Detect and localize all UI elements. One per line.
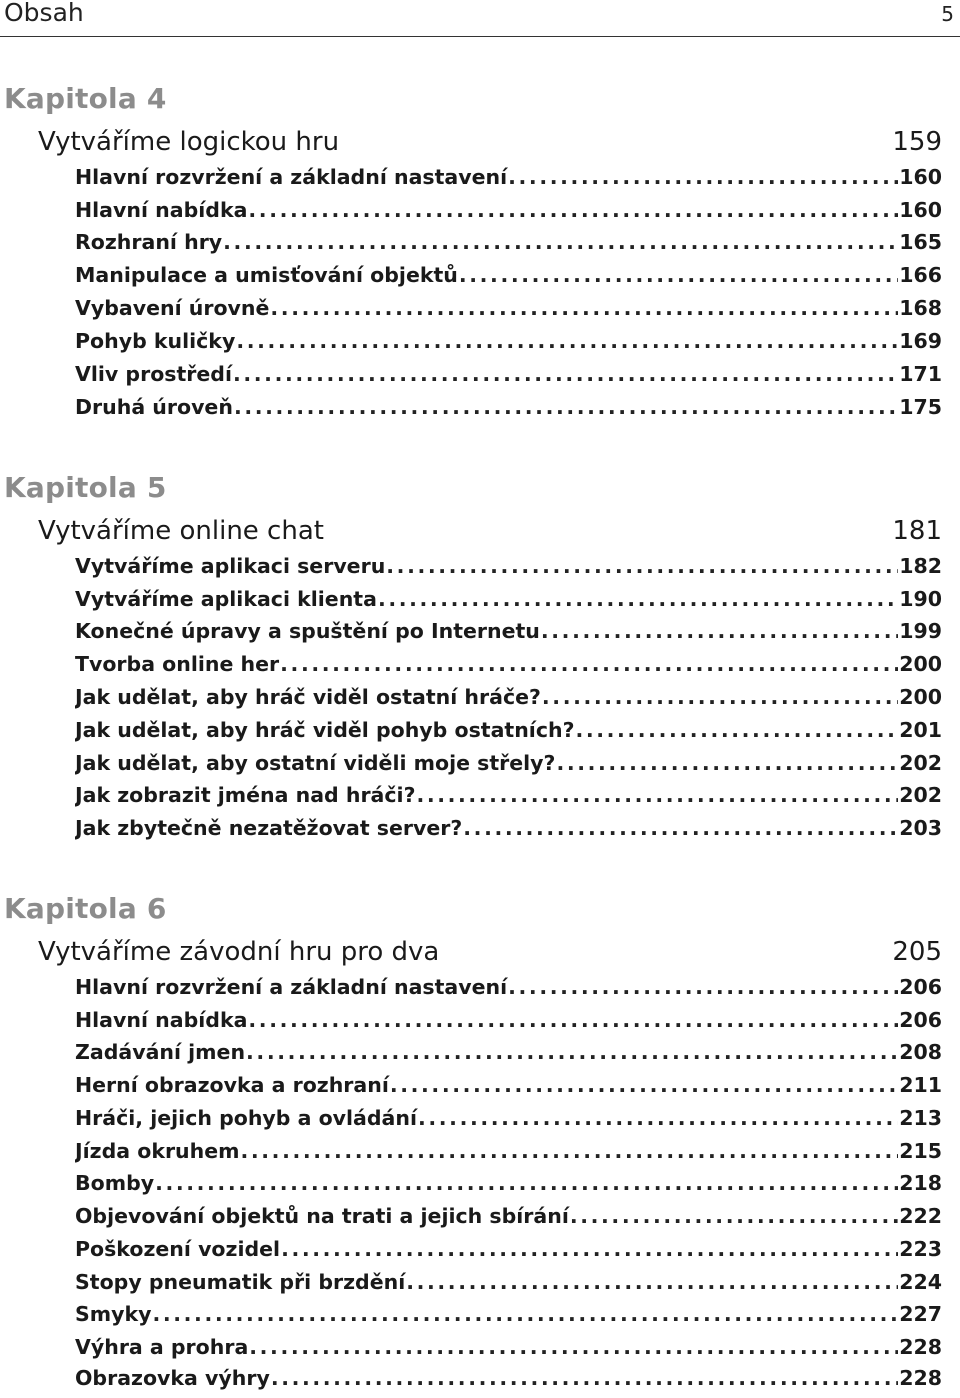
toc-entry-title: Poškození vozidel <box>75 1237 281 1261</box>
toc-entry-title: Jízda okruhem <box>75 1139 240 1163</box>
chapter-page: 205 <box>892 937 942 967</box>
toc-entry[interactable] <box>75 263 942 293</box>
chapter-title: Vytváříme online chat <box>38 516 324 546</box>
toc-leader-dots <box>241 1139 899 1163</box>
toc-entry[interactable] <box>75 1302 942 1332</box>
toc-entry-page: 202 <box>899 783 942 807</box>
toc-entry[interactable] <box>75 652 942 682</box>
toc-leader-dots <box>463 816 898 840</box>
toc-entry[interactable] <box>75 329 942 359</box>
toc-entry-page: 228 <box>899 1335 942 1359</box>
toc-entry-title: Hlavní rozvržení a základní nastavení <box>75 165 508 189</box>
toc-leader-dots <box>556 751 898 775</box>
toc-entry-title: Hlavní nabídka <box>75 1008 248 1032</box>
chapter-title-row[interactable] <box>38 937 942 971</box>
toc-entry-page: 211 <box>899 1073 942 1097</box>
toc-entry-title: Jak udělat, aby hráč viděl pohyb ostatních? <box>75 718 575 742</box>
toc-entry-page: 206 <box>899 975 942 999</box>
toc-leader-dots <box>234 395 898 419</box>
toc-leader-dots <box>153 1302 899 1326</box>
toc-leader-dots <box>508 975 898 999</box>
toc-entry[interactable] <box>75 395 942 425</box>
chapter-label: Kapitola 4 <box>4 82 167 115</box>
toc-entry-title: Jak udělat, aby hráč viděl ostatní hráče? <box>75 685 541 709</box>
page-title: Obsah <box>4 0 84 27</box>
toc-entry-page: 202 <box>899 751 942 775</box>
chapter-title: Vytváříme logickou hru <box>38 127 340 157</box>
toc-entry[interactable] <box>75 1366 942 1396</box>
toc-entry[interactable] <box>75 198 942 228</box>
toc-entry-page: 175 <box>899 395 942 419</box>
toc-leader-dots <box>281 1237 898 1261</box>
toc-entry-title: Konečné úpravy a spuštění po Internetu <box>75 619 540 643</box>
toc-entry-title: Hlavní rozvržení a základní nastavení <box>75 975 508 999</box>
toc-leader-dots <box>575 718 898 742</box>
toc-entry-page: 223 <box>899 1237 942 1261</box>
toc-entry-title: Hráči, jejich pohyb a ovládání <box>75 1106 418 1130</box>
toc-leader-dots <box>248 198 898 222</box>
chapter-label: Kapitola 5 <box>4 471 167 504</box>
toc-entry-page: 199 <box>899 619 942 643</box>
toc-entry[interactable] <box>75 1335 942 1365</box>
toc-leader-dots <box>459 263 898 287</box>
toc-leader-dots <box>418 1106 898 1130</box>
toc-entry-page: 218 <box>899 1171 942 1195</box>
chapter-label: Kapitola 6 <box>4 892 167 925</box>
toc-entry-page: 160 <box>899 165 942 189</box>
toc-entry-title: Zadávání jmen <box>75 1040 246 1064</box>
toc-entry-page: 182 <box>899 554 942 578</box>
toc-entry[interactable] <box>75 1040 942 1070</box>
toc-entry-title: Výhra a prohra <box>75 1335 249 1359</box>
toc-entry-page: 206 <box>899 1008 942 1032</box>
toc-entry-page: 165 <box>899 230 942 254</box>
toc-entry[interactable] <box>75 1008 942 1038</box>
toc-entry[interactable] <box>75 975 942 1005</box>
toc-entry-title: Tvorba online her <box>75 652 280 676</box>
toc-entry[interactable] <box>75 362 942 392</box>
toc-entry-page: 213 <box>899 1106 942 1130</box>
toc-entry-title: Jak zobrazit jména nad hráči? <box>75 783 416 807</box>
toc-leader-dots <box>236 329 898 353</box>
page-header <box>0 0 960 37</box>
toc-entry[interactable] <box>75 1171 942 1201</box>
toc-entry-page: 228 <box>899 1366 942 1390</box>
toc-entry-title: Vliv prostředí <box>75 362 233 386</box>
toc-entry-title: Objevování objektů na trati a jejich sbírání <box>75 1204 569 1228</box>
toc-entry-page: 201 <box>899 718 942 742</box>
toc-entry[interactable] <box>75 816 942 846</box>
toc-entry-page: 169 <box>899 329 942 353</box>
toc-entry-page: 166 <box>899 263 942 287</box>
toc-leader-dots <box>508 165 898 189</box>
toc-entry-title: Jak zbytečně nezatěžovat server? <box>75 816 463 840</box>
toc-entry[interactable] <box>75 1106 942 1136</box>
toc-entry[interactable] <box>75 783 942 813</box>
chapter-title: Vytváříme závodní hru pro dva <box>38 937 440 967</box>
chapter-page: 181 <box>892 516 942 546</box>
chapter-page: 159 <box>892 127 942 157</box>
toc-leader-dots <box>541 619 898 643</box>
toc-entry-title: Vytváříme aplikaci klienta <box>75 587 377 611</box>
toc-entry-title: Vytváříme aplikaci serveru <box>75 554 386 578</box>
toc-entry-title: Herní obrazovka a rozhraní <box>75 1073 389 1097</box>
toc-entry[interactable] <box>75 1270 942 1300</box>
toc-entry-page: 168 <box>899 296 942 320</box>
toc-entry-page: 203 <box>899 816 942 840</box>
toc-entry[interactable] <box>75 1204 942 1234</box>
toc-leader-dots <box>378 587 898 611</box>
toc-leader-dots <box>271 1366 898 1390</box>
toc-entry-title: Pohyb kuličky <box>75 329 236 353</box>
toc-entry-title: Stopy pneumatik při brzdění <box>75 1270 406 1294</box>
toc-entry[interactable] <box>75 296 942 326</box>
toc-entry[interactable] <box>75 554 942 584</box>
toc-leader-dots <box>280 652 898 676</box>
toc-entry-page: 160 <box>899 198 942 222</box>
toc-entry-page: 190 <box>899 587 942 611</box>
toc-leader-dots <box>270 296 898 320</box>
toc-entry-page: 215 <box>899 1139 942 1163</box>
toc-leader-dots <box>223 230 898 254</box>
toc-entry[interactable] <box>75 718 942 748</box>
toc-entry[interactable] <box>75 1237 942 1267</box>
toc-entry[interactable] <box>75 619 942 649</box>
toc-entry-page: 171 <box>899 362 942 386</box>
toc-entry-title: Jak udělat, aby ostatní viděli moje střely? <box>75 751 556 775</box>
toc-leader-dots <box>233 362 898 386</box>
toc-leader-dots <box>386 554 898 578</box>
toc-leader-dots <box>248 1008 898 1032</box>
toc-entry-title: Hlavní nabídka <box>75 198 248 222</box>
toc-entry-title: Obrazovka výhry <box>75 1366 270 1390</box>
toc-entry-page: 222 <box>899 1204 942 1228</box>
toc-entry-title: Rozhraní hry <box>75 230 223 254</box>
toc-entry-page: 227 <box>899 1302 942 1326</box>
toc-entry-page: 224 <box>899 1270 942 1294</box>
toc-entry[interactable] <box>75 685 942 715</box>
toc-leader-dots <box>246 1040 898 1064</box>
toc-entry-title: Bomby <box>75 1171 155 1195</box>
toc-entry[interactable] <box>75 1139 942 1169</box>
toc-leader-dots <box>542 685 898 709</box>
toc-entry[interactable] <box>75 587 942 617</box>
toc-leader-dots <box>390 1073 898 1097</box>
toc-entry-page: 200 <box>899 685 942 709</box>
toc-leader-dots <box>406 1270 898 1294</box>
page-number: 5 <box>941 2 954 26</box>
toc-entry[interactable] <box>75 751 942 781</box>
toc-entry-title: Vybavení úrovně <box>75 296 270 320</box>
toc-entry-title: Manipulace a umisťování objektů <box>75 263 458 287</box>
chapter-title-row[interactable] <box>38 127 942 161</box>
toc-entry-title: Druhá úroveň <box>75 395 233 419</box>
toc-entry-title: Smyky <box>75 1302 152 1326</box>
toc-entry-page: 200 <box>899 652 942 676</box>
toc-leader-dots <box>416 783 898 807</box>
toc-entry-page: 208 <box>899 1040 942 1064</box>
toc-leader-dots <box>249 1335 898 1359</box>
chapter-title-row[interactable] <box>38 516 942 550</box>
toc-leader-dots <box>570 1204 898 1228</box>
toc-leader-dots <box>155 1171 898 1195</box>
toc-entry[interactable] <box>75 165 942 195</box>
toc-entry[interactable] <box>75 230 942 260</box>
toc-entry[interactable] <box>75 1073 942 1103</box>
